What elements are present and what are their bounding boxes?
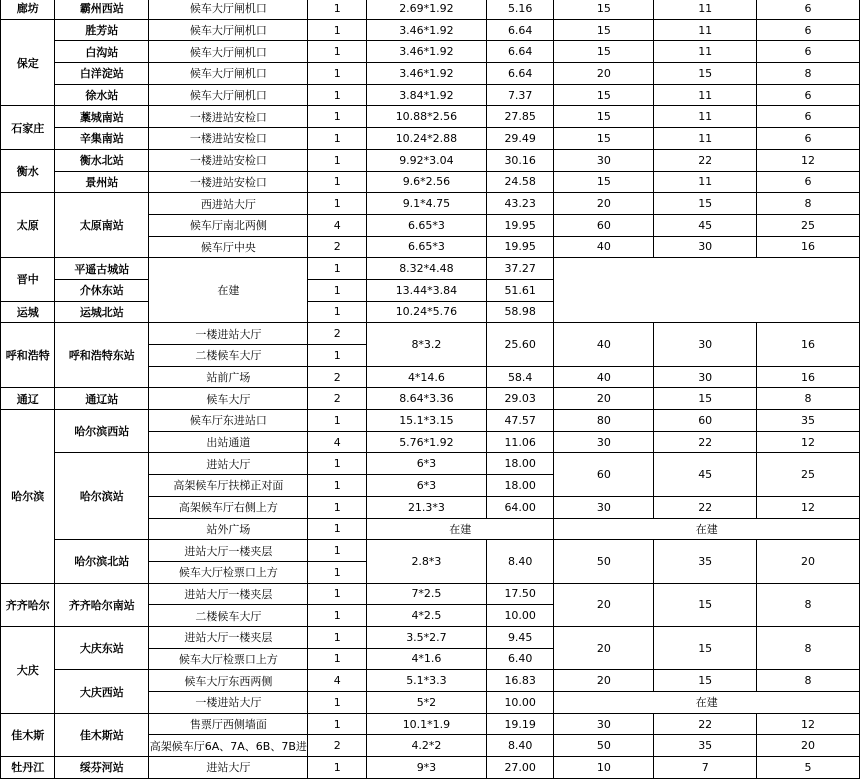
value-cell: 50 [554,735,654,757]
value-cell: 12 [757,431,860,453]
count-cell: 1 [308,258,366,280]
area-cell: 6.64 [486,41,554,63]
area-cell: 7.37 [486,84,554,106]
size-cell: 9.1*4.75 [366,193,486,215]
area-cell: 58.4 [486,366,554,388]
location-cell: 候车大厅检票口上方 [149,561,308,583]
station-cell: 平遥古城站 [55,258,149,280]
value-cell: 8 [757,388,860,410]
count-cell: 1 [308,540,366,562]
location-cell: 一楼进站安检口 [149,106,308,128]
count-cell: 1 [308,626,366,648]
count-cell: 2 [308,388,366,410]
station-cell: 哈尔滨站 [55,453,149,540]
value-cell: 8 [757,626,860,669]
location-cell: 站外广场 [149,518,308,540]
table-row [1,149,860,171]
area-cell: 19.19 [486,713,554,735]
value-cell: 20 [554,670,654,692]
value-cell: 11 [654,106,757,128]
size-cell: 3.46*1.92 [366,41,486,63]
value-cell: 22 [654,713,757,735]
area-cell: 11.06 [486,431,554,453]
value-cell: 45 [654,453,757,496]
count-cell: 1 [308,193,366,215]
count-cell: 1 [308,605,366,627]
area-cell: 10.00 [486,605,554,627]
area-cell: 18.00 [486,453,554,475]
count-cell: 1 [308,41,366,63]
location-cell: 一楼进站安检口 [149,128,308,150]
value-cell: 15 [654,388,757,410]
area-cell: 27.85 [486,106,554,128]
value-cell: 20 [554,193,654,215]
size-cell: 6.65*3 [366,214,486,236]
table-row [1,453,860,475]
value-cell: 22 [654,149,757,171]
station-cell: 藁城南站 [55,106,149,128]
value-cell: 11 [654,171,757,193]
count-cell: 2 [308,735,366,757]
count-cell: 1 [308,301,366,323]
value-cell: 30 [654,236,757,258]
value-cell: 15 [554,41,654,63]
size-cell: 3.84*1.92 [366,84,486,106]
value-cell: 25 [757,214,860,236]
size-cell: 7*2.5 [366,583,486,605]
size-cell: 2.8*3 [366,540,486,583]
area-cell: 29.03 [486,388,554,410]
location-cell: 候车厅南北两侧 [149,214,308,236]
area-cell: 6.64 [486,63,554,85]
city-cell: 牡丹江 [1,757,55,779]
status-cell: 在建 [554,518,860,540]
city-cell: 大庆 [1,626,55,713]
station-cell: 运城北站 [55,301,149,323]
value-cell: 6 [757,171,860,193]
value-cell: 16 [757,366,860,388]
value-cell: 20 [554,626,654,669]
value-cell: 20 [757,540,860,583]
location-cell: 一楼进站大厅 [149,692,308,714]
area-cell: 18.00 [486,475,554,497]
area-cell: 64.00 [486,496,554,518]
size-cell: 5.1*3.3 [366,670,486,692]
station-cell: 白沟站 [55,41,149,63]
area-cell: 8.40 [486,540,554,583]
station-cell: 太原南站 [55,193,149,258]
size-cell: 3.46*1.92 [366,19,486,41]
status-cell: 在建 [366,518,554,540]
value-cell: 35 [654,735,757,757]
value-cell: 30 [554,149,654,171]
station-cell: 哈尔滨西站 [55,410,149,453]
value-cell: 15 [554,19,654,41]
station-cell: 哈尔滨北站 [55,540,149,583]
value-cell: 12 [757,713,860,735]
value-cell: 11 [654,84,757,106]
value-cell: 6 [757,84,860,106]
area-cell: 43.23 [486,193,554,215]
value-cell: 25 [757,453,860,496]
location-cell: 候车大厅检票口上方 [149,648,308,670]
value-cell: 12 [757,496,860,518]
location-cell: 西进站大厅 [149,193,308,215]
count-cell: 1 [308,561,366,583]
value-cell: 60 [554,453,654,496]
value-cell: 15 [654,193,757,215]
count-cell: 1 [308,713,366,735]
size-cell: 4*14.6 [366,366,486,388]
location-cell: 高架候车厅6A、7A、6B、7B进 [149,735,308,757]
area-cell: 5.16 [486,0,554,19]
table-row [1,171,860,193]
city-cell: 运城 [1,301,55,323]
count-cell: 4 [308,670,366,692]
location-cell: 候车大厅闸机口 [149,19,308,41]
area-cell: 27.00 [486,757,554,779]
area-cell: 29.49 [486,128,554,150]
size-cell: 4.2*2 [366,735,486,757]
size-cell: 8.32*4.48 [366,258,486,280]
size-cell: 6*3 [366,475,486,497]
table-row [1,540,860,562]
station-cell: 霸州西站 [55,0,149,19]
count-cell: 2 [308,366,366,388]
empty-cell [554,258,860,323]
table-row [1,323,860,345]
area-cell: 58.98 [486,301,554,323]
value-cell: 8 [757,583,860,626]
table-row [1,128,860,150]
value-cell: 30 [554,496,654,518]
city-cell: 廊坊 [1,0,55,19]
area-cell: 30.16 [486,149,554,171]
size-cell: 13.44*3.84 [366,279,486,301]
value-cell: 35 [654,540,757,583]
area-cell: 16.83 [486,670,554,692]
value-cell: 40 [554,366,654,388]
location-cell: 出站通道 [149,431,308,453]
location-cell: 高架候车厅扶梯正对面 [149,475,308,497]
city-cell: 衡水 [1,149,55,192]
station-cell: 佳木斯站 [55,713,149,756]
station-cell: 大庆西站 [55,670,149,713]
value-cell: 60 [654,410,757,432]
table-row [1,626,860,648]
table-row [1,713,860,735]
size-cell: 10.1*1.9 [366,713,486,735]
value-cell: 22 [654,431,757,453]
value-cell: 45 [654,214,757,236]
count-cell: 1 [308,106,366,128]
location-cell: 进站大厅一楼夹层 [149,583,308,605]
location-cell: 高架候车厅右侧上方 [149,496,308,518]
table-row [1,19,860,41]
count-cell: 1 [308,345,366,367]
value-cell: 6 [757,128,860,150]
city-cell: 呼和浩特 [1,323,55,388]
city-cell: 石家庄 [1,106,55,149]
count-cell: 1 [308,171,366,193]
size-cell: 6.65*3 [366,236,486,258]
value-cell: 40 [554,323,654,366]
value-cell: 11 [654,128,757,150]
size-cell: 10.24*5.76 [366,301,486,323]
location-cell: 一楼进站大厅 [149,323,308,345]
value-cell: 6 [757,41,860,63]
area-cell: 47.57 [486,410,554,432]
value-cell: 30 [654,366,757,388]
value-cell: 15 [654,626,757,669]
value-cell: 20 [554,63,654,85]
value-cell: 20 [554,583,654,626]
table-row [1,757,860,779]
location-cell: 一楼进站安检口 [149,149,308,171]
station-cell: 辛集南站 [55,128,149,150]
area-cell: 19.95 [486,236,554,258]
station-cell: 胜芳站 [55,19,149,41]
location-cell: 候车大厅闸机口 [149,84,308,106]
size-cell: 2.69*1.92 [366,0,486,19]
value-cell: 6 [757,19,860,41]
location-cell: 进站大厅 [149,453,308,475]
location-cell: 进站大厅 [149,757,308,779]
value-cell: 7 [654,757,757,779]
value-cell: 15 [554,106,654,128]
value-cell: 40 [554,236,654,258]
count-cell: 1 [308,475,366,497]
area-cell: 24.58 [486,171,554,193]
size-cell: 21.3*3 [366,496,486,518]
value-cell: 16 [757,236,860,258]
area-cell: 51.61 [486,279,554,301]
size-cell: 8.64*3.36 [366,388,486,410]
area-cell: 10.00 [486,692,554,714]
value-cell: 12 [757,149,860,171]
table-row [1,670,860,692]
area-cell: 9.45 [486,626,554,648]
count-cell: 2 [308,236,366,258]
value-cell: 80 [554,410,654,432]
value-cell: 30 [554,713,654,735]
station-cell: 绥芬河站 [55,757,149,779]
location-cell: 候车大厅东西两侧 [149,670,308,692]
table-row [1,84,860,106]
value-cell: 30 [554,431,654,453]
station-cell: 大庆东站 [55,626,149,669]
table-row [1,410,860,432]
location-cell: 进站大厅一楼夹层 [149,540,308,562]
count-cell: 1 [308,128,366,150]
area-cell: 37.27 [486,258,554,280]
area-cell: 6.64 [486,19,554,41]
station-cell: 齐齐哈尔南站 [55,583,149,626]
area-cell: 8.40 [486,735,554,757]
location-cell: 二楼候车大厅 [149,345,308,367]
size-cell: 4*1.6 [366,648,486,670]
count-cell: 1 [308,149,366,171]
location-cell: 一楼进站安检口 [149,171,308,193]
station-cell: 景州站 [55,171,149,193]
count-cell: 1 [308,410,366,432]
area-cell: 6.40 [486,648,554,670]
size-cell: 8*3.2 [366,323,486,366]
location-cell: 候车厅中央 [149,236,308,258]
count-cell: 1 [308,19,366,41]
count-cell: 1 [308,84,366,106]
station-cell: 介休东站 [55,279,149,301]
count-cell: 4 [308,431,366,453]
size-cell: 6*3 [366,453,486,475]
count-cell: 2 [308,323,366,345]
value-cell: 16 [757,323,860,366]
size-cell: 5.76*1.92 [366,431,486,453]
city-cell: 晋中 [1,258,55,301]
value-cell: 15 [654,583,757,626]
table-row [1,583,860,605]
size-cell: 9*3 [366,757,486,779]
count-cell: 1 [308,692,366,714]
table-row [1,63,860,85]
value-cell: 6 [757,106,860,128]
count-cell: 1 [308,583,366,605]
city-cell: 太原 [1,193,55,258]
size-cell: 3.5*2.7 [366,626,486,648]
location-cell: 候车大厅闸机口 [149,63,308,85]
area-cell: 19.95 [486,214,554,236]
value-cell: 20 [757,735,860,757]
table-row [1,258,860,280]
location-cell: 售票厅西侧墙面 [149,713,308,735]
location-cell: 站前广场 [149,366,308,388]
count-cell: 1 [308,0,366,19]
value-cell: 22 [654,496,757,518]
value-cell: 15 [554,128,654,150]
city-cell: 佳木斯 [1,713,55,756]
location-cell: 候车大厅闸机口 [149,0,308,19]
size-cell: 10.24*2.88 [366,128,486,150]
station-cell: 衡水北站 [55,149,149,171]
location-cell: 候车大厅闸机口 [149,41,308,63]
value-cell: 50 [554,540,654,583]
city-cell: 哈尔滨 [1,410,55,584]
count-cell: 1 [308,648,366,670]
value-cell: 11 [654,41,757,63]
status-cell: 在建 [554,692,860,714]
count-cell: 4 [308,214,366,236]
value-cell: 30 [654,323,757,366]
location-cell: 在建 [149,258,308,323]
area-cell: 25.60 [486,323,554,366]
size-cell: 4*2.5 [366,605,486,627]
value-cell: 15 [654,63,757,85]
count-cell: 1 [308,518,366,540]
value-cell: 10 [554,757,654,779]
area-cell: 17.50 [486,583,554,605]
station-cell: 通辽站 [55,388,149,410]
value-cell: 5 [757,757,860,779]
table-row [1,106,860,128]
table-row [1,388,860,410]
value-cell: 6 [757,0,860,19]
location-cell: 进站大厅一楼夹层 [149,626,308,648]
count-cell: 1 [308,496,366,518]
value-cell: 8 [757,193,860,215]
value-cell: 20 [554,388,654,410]
value-cell: 8 [757,63,860,85]
table-row [1,41,860,63]
value-cell: 15 [554,84,654,106]
size-cell: 9.92*3.04 [366,149,486,171]
station-cell: 徐水站 [55,84,149,106]
size-cell: 15.1*3.15 [366,410,486,432]
value-cell: 60 [554,214,654,236]
value-cell: 11 [654,0,757,19]
size-cell: 9.6*2.56 [366,171,486,193]
station-cell: 白洋淀站 [55,63,149,85]
value-cell: 15 [654,670,757,692]
city-cell: 保定 [1,19,55,106]
location-cell: 候车大厅 [149,388,308,410]
count-cell: 1 [308,453,366,475]
count-cell: 1 [308,279,366,301]
size-cell: 10.88*2.56 [366,106,486,128]
location-cell: 二楼候车大厅 [149,605,308,627]
city-cell: 齐齐哈尔 [1,583,55,626]
count-cell: 1 [308,63,366,85]
size-cell: 3.46*1.92 [366,63,486,85]
value-cell: 11 [654,19,757,41]
city-cell: 通辽 [1,388,55,410]
table-row [1,193,860,215]
value-cell: 35 [757,410,860,432]
table-row [1,0,860,19]
value-cell: 15 [554,171,654,193]
count-cell: 1 [308,757,366,779]
station-cell: 呼和浩特东站 [55,323,149,388]
size-cell: 5*2 [366,692,486,714]
location-cell: 候车厅东进站口 [149,410,308,432]
value-cell: 15 [554,0,654,19]
value-cell: 8 [757,670,860,692]
